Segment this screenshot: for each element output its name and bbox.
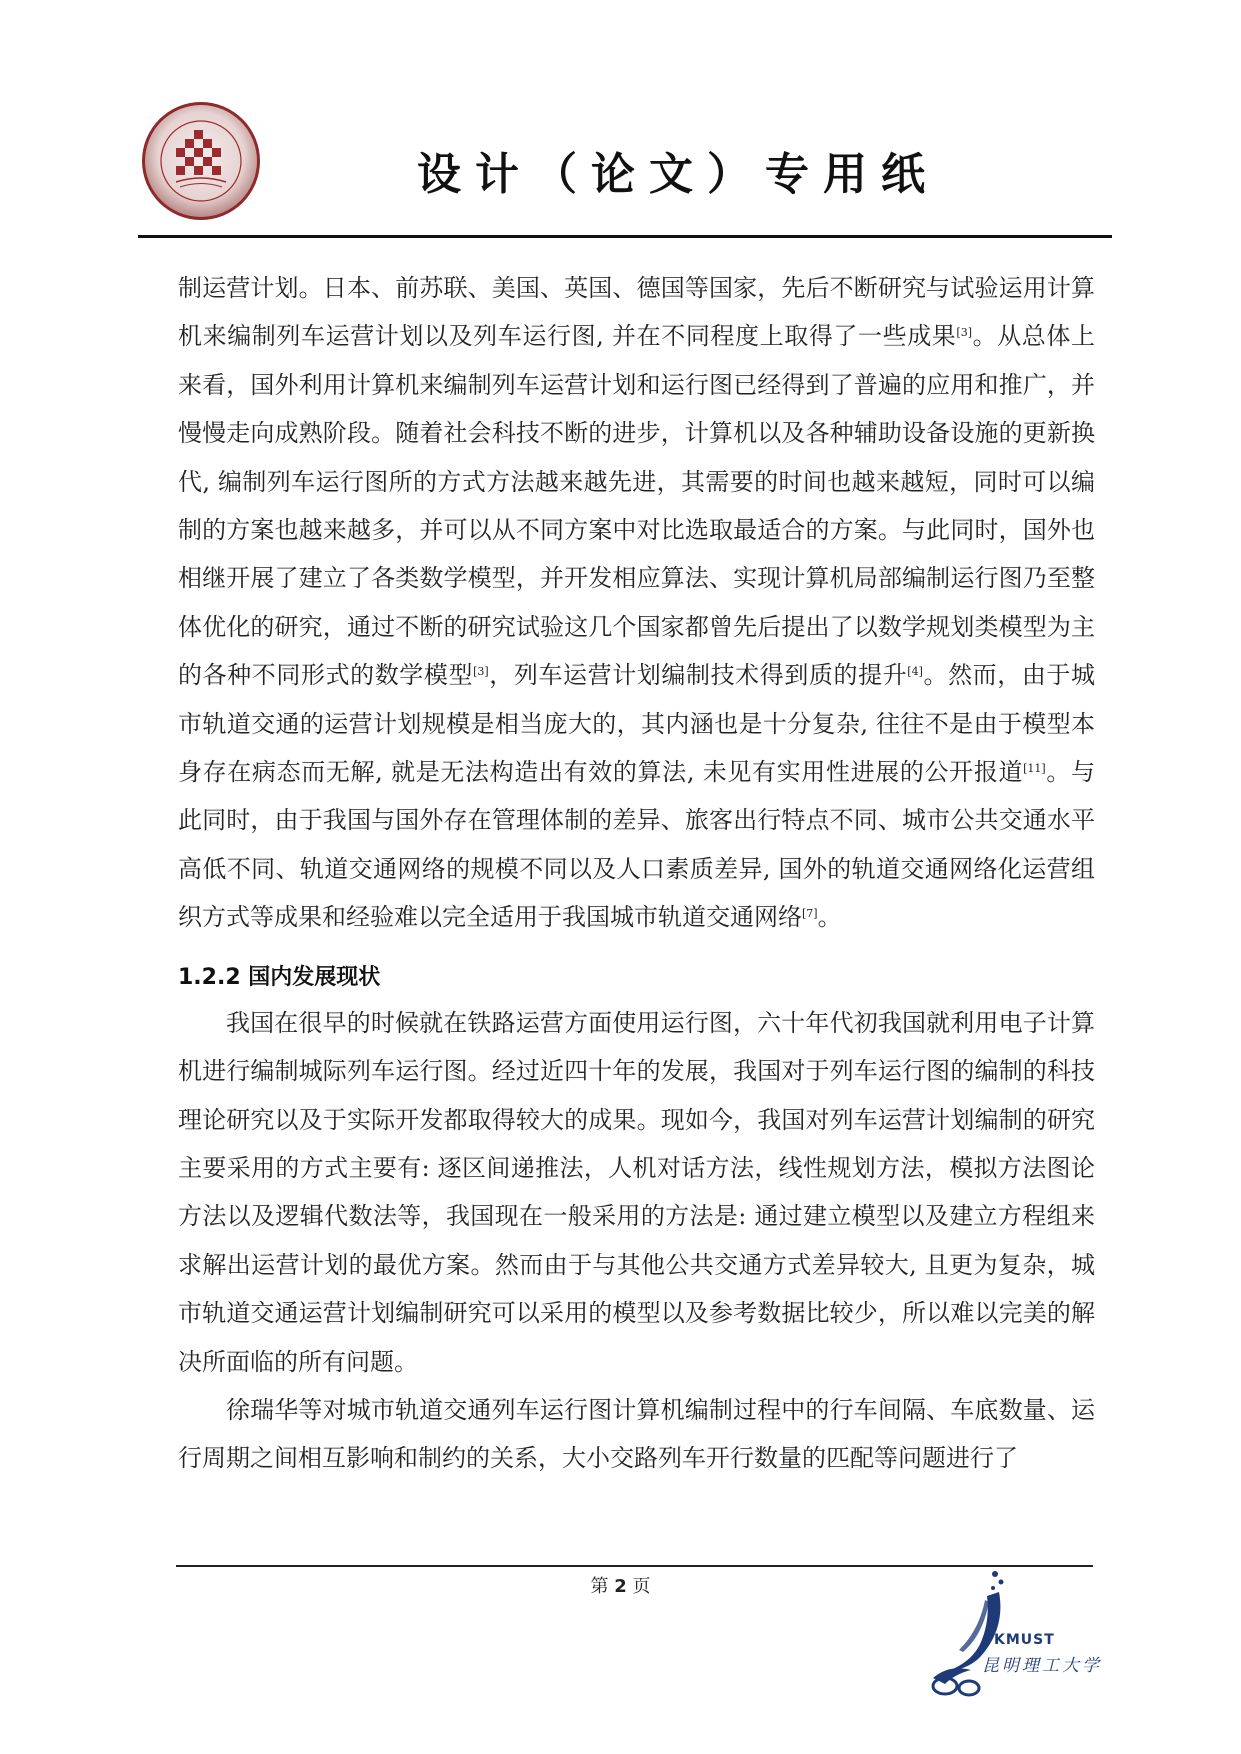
page-header-title: 设计（论文）专用纸 bbox=[417, 149, 939, 200]
paragraph-text: 。从总体上来看，国外利用计算机来编制列车运营计划和运行图已经得到了普遍的应用和推广，并慢慢走向成熟阶段。随着社会科技不断的进步，计算机以及各种辅助设备设施的更新换代, 编制列车运行图所的方式方法越来越先进，其需要的时间也越来越短，同时可以编制的方案也越来越多，并可以从不同方案中对比选取最适合的方案。与此同时，国外也相继开展了建立了各类数学模型，并开发相应算法、实现计算机局部编制运行图乃至整体优化的研究，通过不断的研究试验这几个国家都曾先后提出了以数学规划类模型为主的各种不同形式的数学模型 bbox=[178, 322, 1095, 690]
page-number-prefix: 第 bbox=[590, 1576, 609, 1597]
body-paragraph bbox=[178, 264, 1095, 942]
kmust-logo-text: KMUST bbox=[994, 1632, 1055, 1648]
citation-ref: [3] bbox=[473, 665, 489, 679]
footer-divider bbox=[176, 1565, 1093, 1567]
citation-ref: [11] bbox=[1023, 762, 1046, 776]
page-number-suffix: 页 bbox=[632, 1576, 651, 1597]
citation-ref: [7] bbox=[802, 907, 818, 921]
paragraph-text: 制运营计划。日本、前苏联、美国、英国、德国等国家，先后不断研究与试验运用计算机来编制列车运营计划以及列车运行图, 并在不同程度上取得了一些成果 bbox=[178, 274, 1095, 351]
document-body bbox=[178, 264, 1095, 1483]
citation-ref: [4] bbox=[907, 665, 923, 679]
kmust-logo-cn-text: 昆明理工大学 bbox=[982, 1656, 1102, 1676]
body-paragraph: 我国在很早的时候就在铁路运营方面使用运行图，六十年代初我国就利用电子计算机进行编制城际列车运行图。经过近四十年的发展，我国对于列车运行图的编制的科技理论研究以及于实际开发都取得较大的成果。现如今，我国对列车运营计划编制的研究主要采用的方式主要有: 逐区间递推法，人机对话方法，线性规划方法，模拟方法图论方法以及逻辑代数法等，我国现在一般采用的方法是: 通过建立模型以及建立方程组来求解出运营计划的最优方案。然而由于与其他公共交通方式差异较大, 且更为复杂，城市轨道交通运营计划编制研究可以采用的模型以及参考数据比较少，所以难以完美的解决所面临的所有问题。 bbox=[178, 1008, 1095, 1376]
page-number-value: 2 bbox=[614, 1576, 627, 1597]
paragraph-text: 。与此同时，由于我国与国外存在管理体制的差异、旅客出行特点不同、城市公共交通水平高低不同、轨道交通网络的规模不同以及人口素质差异, 国外的轨道交通网络化运营组织方式等成果和经验难以完全适用于我国城市轨道交通网络 bbox=[178, 758, 1096, 932]
paragraph-text: 。 bbox=[817, 903, 842, 932]
body-paragraph: 徐瑞华等对城市轨道交通列车运行图计算机编制过程中的行车间隔、车底数量、运行周期之间相互影响和制约的关系，大小交路列车开行数量的匹配等问题进行了 bbox=[178, 1395, 1095, 1473]
paragraph-text: ，列车运营计划编制技术得到质的提升 bbox=[488, 661, 908, 690]
paragraph-text: 。然而，由于城市轨道交通的运营计划规模是相当庞大的，其内涵也是十分复杂, 往往不是由于模型本身存在病态而无解, 就是无法构造出有效的算法, 未见有实用性进展的公开报道 bbox=[178, 661, 1096, 787]
section-heading: 1.2.2 国内发展现状 bbox=[178, 964, 381, 990]
citation-ref: [3] bbox=[956, 326, 972, 340]
header-divider bbox=[138, 235, 1112, 238]
